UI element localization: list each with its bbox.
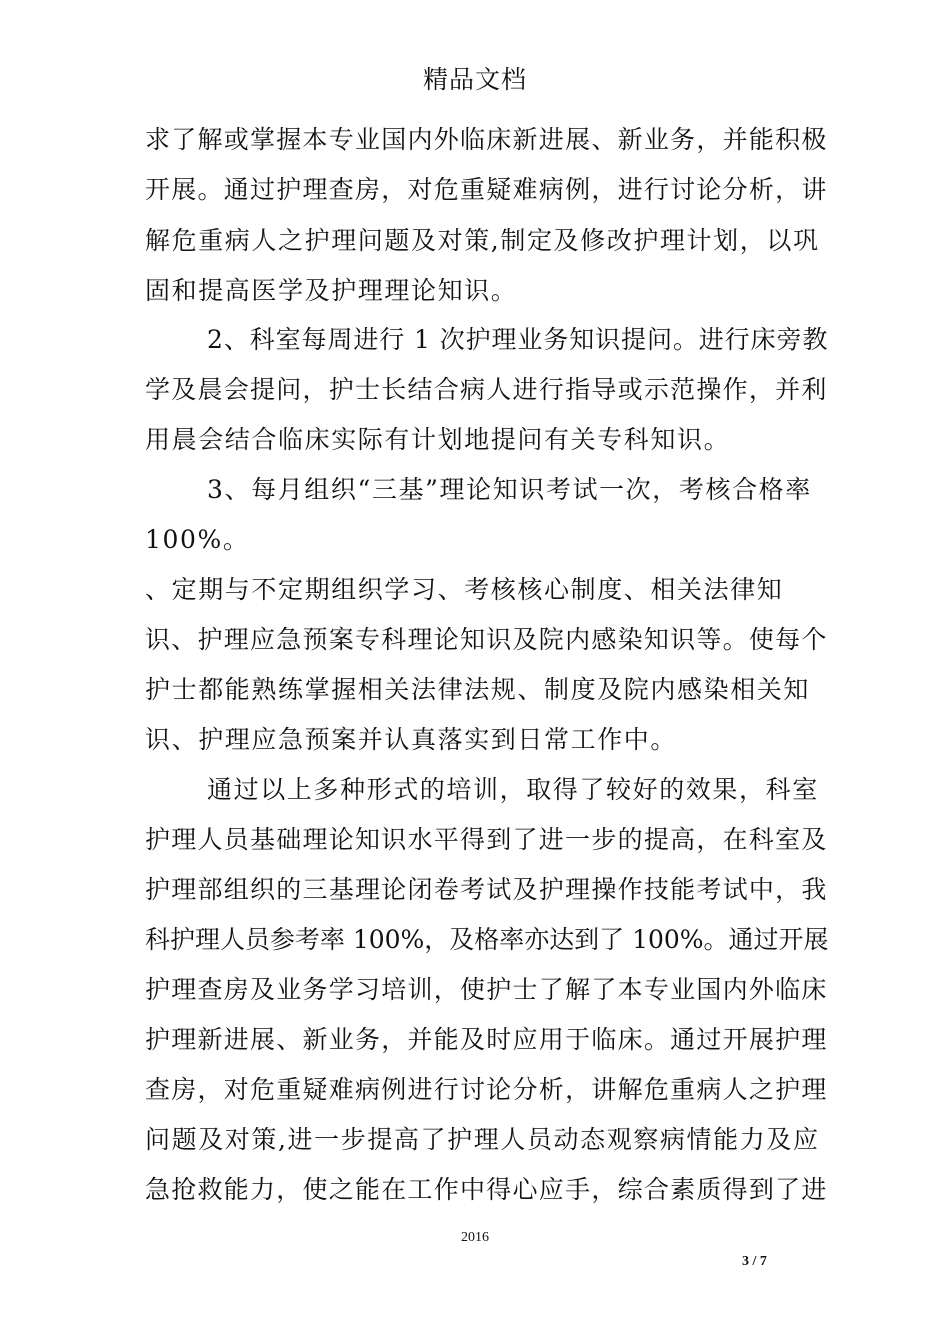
text-line: 科护理人员参考率 100%，及格率亦达到了 100%。通过开展 <box>145 925 829 954</box>
text-line: 3、每月组织“三基”理论知识考试一次，考核合格率 <box>207 475 812 504</box>
text-line: 护理新进展、新业务，并能及时应用于临床。通过开展护理 <box>145 1025 828 1054</box>
text-line: 护理查房及业务学习培训，使护士了解了本专业国内外临床 <box>145 975 828 1004</box>
page-number: 3 / 7 <box>742 1254 767 1269</box>
text-line: 护士都能熟练掌握相关法律法规、制度及院内感染相关知 <box>145 675 811 704</box>
text-line: 、定期与不定期组织学习、考核核心制度、相关法律知 <box>145 575 784 604</box>
text-line: 通过以上多种形式的培训，取得了较好的效果，科室 <box>207 775 819 804</box>
text-line: 固和提高医学及护理理论知识。 <box>145 276 518 305</box>
text-line: 护理人员基础理论知识水平得到了进一步的提高，在科室及 <box>145 825 828 854</box>
text-line: 解危重病人之护理问题及对策,制定及修改护理计划，以巩 <box>145 226 820 255</box>
text-line: 识、护理应急预案专科理论知识及院内感染知识等。使每个 <box>145 625 828 654</box>
text-line: 急抢救能力，使之能在工作中得心应手，综合素质得到了进 <box>145 1175 828 1204</box>
footer-year: 2016 <box>461 1230 489 1245</box>
text-line: 识、护理应急预案并认真落实到日常工作中。 <box>145 725 678 754</box>
text-line: 开展。通过护理查房，对危重疑难病例，进行讨论分析，讲 <box>145 175 828 204</box>
text-line: 求了解或掌握本专业国内外临床新进展、新业务，并能积极 <box>145 125 828 154</box>
text-line: 用晨会结合临床实际有计划地提问有关专科知识。 <box>145 425 731 454</box>
page-header-title: 精品文档 <box>422 65 527 94</box>
text-line: 问题及对策,进一步提高了护理人员动态观察病情能力及应 <box>145 1125 820 1154</box>
text-line: 2、科室每周进行 1 次护理业务知识提问。进行床旁教 <box>207 325 829 354</box>
text-line: 100%。 <box>145 525 250 554</box>
text-line: 学及晨会提问，护士长结合病人进行指导或示范操作，并利 <box>145 375 828 404</box>
text-line: 查房，对危重疑难病例进行讨论分析，讲解危重病人之护理 <box>145 1075 828 1104</box>
text-line: 护理部组织的三基理论闭卷考试及护理操作技能考试中，我 <box>145 875 828 904</box>
